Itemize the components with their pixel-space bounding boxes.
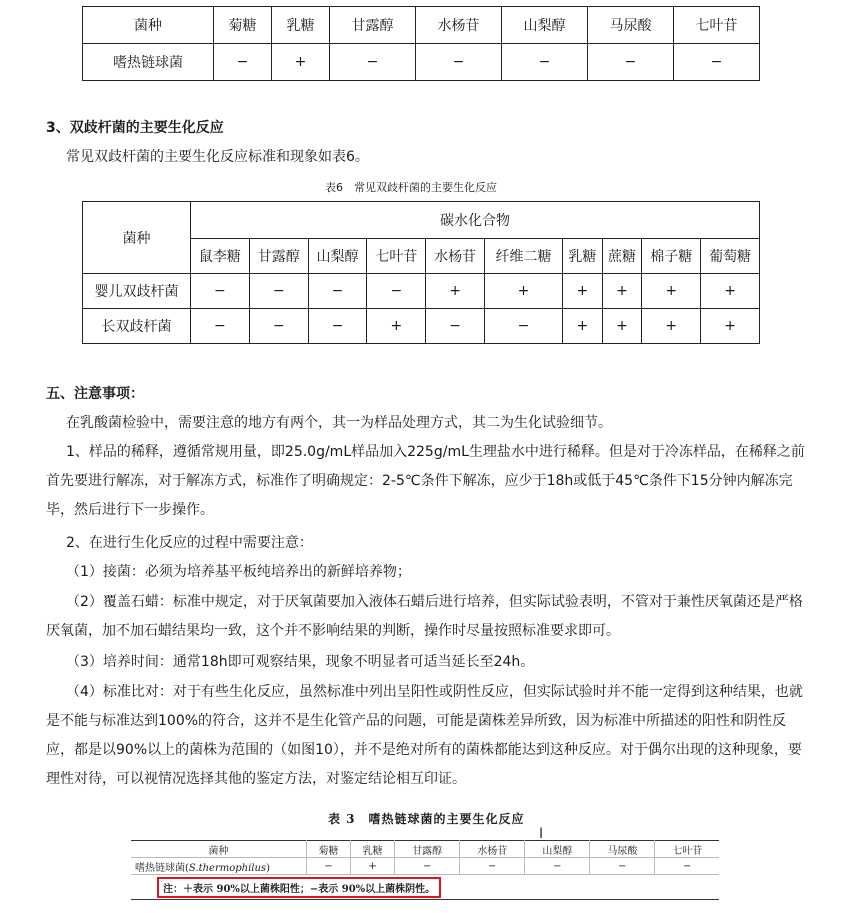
paragraph: （1）接菌：必须为培养基平板纯培养出的新鲜培养物；: [66, 564, 411, 580]
table-cell: −: [367, 274, 426, 309]
table-caption: 表 3 嗜热链球菌的主要生化反应: [328, 812, 525, 826]
table-header-cell: 水杨苷: [416, 7, 502, 44]
table-header-cell: 甘露醇: [249, 239, 308, 274]
table-header-cell: 山梨醇: [308, 239, 367, 274]
table-header-cell: 菊糖: [214, 7, 272, 44]
table-cell: −: [485, 309, 563, 344]
table-cell: −: [330, 44, 416, 81]
table-cell: −: [191, 309, 250, 344]
table-cell: +: [602, 274, 642, 309]
table-header-cell: 山梨醇: [525, 841, 590, 858]
table-header-cell: 马尿酸: [588, 7, 674, 44]
table-cell: −: [502, 44, 588, 81]
table-cell: −: [308, 309, 367, 344]
table-bifidobacterium: [82, 201, 760, 344]
table-header-cell: 碳水化合物: [191, 202, 760, 239]
table-cell: +: [272, 44, 330, 81]
table-cell: −: [655, 858, 719, 875]
table-cell: 嗜热链球菌: [83, 44, 214, 81]
table-header-cell: 甘露醇: [395, 841, 460, 858]
table-cell: +: [642, 274, 701, 309]
table-row: [83, 309, 760, 344]
paragraph: （4）标准比对：对于有些生化反应，虽然标准中列出呈阳性或阴性反应，但实际试验时并不能一定得到这种结果，也就是不能与标准达到100%的符合，这并不是生化管产品的问题，可能是菌株差异所致，因为标准中所描述的阳性和阴性反应，都是以90%以上的菌株为范围的（如图10），并不是绝对所有的菌株都能达到这种反应。对于偶尔出现的这种现象，要理性对待，可以视情况选择其他的鉴定方法，对鉴定结论相互印证。: [46, 684, 803, 787]
table-cell: −: [460, 858, 525, 875]
table-cell: −: [525, 858, 590, 875]
table-header-cell: 蔗糖: [602, 239, 642, 274]
table-cell: −: [674, 44, 760, 81]
table-cell: +: [602, 309, 642, 344]
table-header-cell: 菊糖: [307, 841, 351, 858]
table-cell: −: [249, 309, 308, 344]
table-header-cell: 乳糖: [351, 841, 395, 858]
table-header-row: [83, 202, 760, 239]
table-cell: +: [563, 309, 603, 344]
paragraph: 2、在进行生化反应的过程中需要注意：: [66, 535, 313, 551]
table-note-cell: [131, 875, 719, 900]
paragraph: 常见双歧杆菌的主要生化反应标准和现象如表6。: [66, 149, 369, 165]
table-cell: +: [426, 274, 485, 309]
table-cell: +: [351, 858, 395, 875]
paragraph: （2）覆盖石蜡：标准中规定，对于厌氧菌要加入液体石蜡后进行培养，但实际试验表明，不管对于兼性厌氧菌还是严格厌氧菌，加不加石蜡结果均一致，这个并不影响结果的判断，操作时尽量按照标准要求即可。: [46, 594, 803, 639]
table-header-cell: 乳糖: [563, 239, 603, 274]
table-header-cell: 水杨苷: [426, 239, 485, 274]
table-header-cell: 葡萄糖: [701, 239, 760, 274]
table-header-cell: 马尿酸: [590, 841, 655, 858]
table-cell: −: [426, 309, 485, 344]
table-streptococcus-scan: [131, 840, 719, 900]
table-cell: −: [249, 274, 308, 309]
paragraph: 在乳酸菌检验中，需要注意的地方有两个，其一为样品处理方式，其二为生化试验细节。: [66, 415, 612, 431]
table-caption: 表6 常见双歧杆菌的主要生化反应: [325, 181, 497, 194]
paragraph: （3）培养时间：通常18h即可观察结果，现象不明显者可适当延长至24h。: [66, 654, 535, 670]
table-cell: 婴儿双歧杆菌: [83, 274, 191, 309]
table-cell: −: [416, 44, 502, 81]
section-heading: 五、注意事项：: [46, 386, 144, 402]
table-cell: +: [485, 274, 563, 309]
table-header-cell: 乳糖: [272, 7, 330, 44]
table-cell: −: [590, 858, 655, 875]
table-cell: −: [191, 274, 250, 309]
table-cell: +: [367, 309, 426, 344]
table-header-cell: 七叶苷: [367, 239, 426, 274]
table-row: [83, 274, 760, 309]
table-header-cell: 菌种: [83, 7, 214, 44]
table-cell: 长双歧杆菌: [83, 309, 191, 344]
table-header-cell: 七叶苷: [674, 7, 760, 44]
table-cell: +: [701, 309, 760, 344]
table-header-cell: 棉子糖: [642, 239, 701, 274]
table-header-row: [83, 7, 760, 44]
table-cell: +: [563, 274, 603, 309]
table-streptococcus-top: [82, 6, 760, 81]
table-header-cell: 山梨醇: [502, 7, 588, 44]
table-header-cell: 纤维二糖: [485, 239, 563, 274]
table-header-cell: 甘露醇: [330, 7, 416, 44]
species-name-suffix: ): [266, 862, 270, 874]
table-row: [83, 44, 760, 81]
table-cell: −: [588, 44, 674, 81]
table-cell: −: [214, 44, 272, 81]
table-header-cell: 菌种: [131, 841, 307, 858]
table-cell: +: [701, 274, 760, 309]
table-cell: −: [308, 274, 367, 309]
table-header-cell: 七叶苷: [655, 841, 719, 858]
table-cell: −: [307, 858, 351, 875]
section-heading: 3、双歧杆菌的主要生化反应: [46, 120, 224, 136]
table-header-cell: 鼠李糖: [191, 239, 250, 274]
table-header-row: [131, 841, 719, 858]
table-header-cell: 水杨苷: [460, 841, 525, 858]
table-note-row: [131, 875, 719, 900]
text-cursor-icon: I: [539, 826, 544, 842]
table-cell: [131, 858, 307, 875]
paragraph: 1、样品的稀释，遵循常规用量，即25.0g/mL样品加入225g/mL生理盐水中进行稀释。但是对于冷冻样品，在稀释之前首先要进行解冻，对于解冻方式，标准作了明确规定：2-5℃条件下解冻，应少于18h或低于45℃条件下15分钟内解冻完毕，然后进行下一步操作。: [46, 444, 805, 518]
table-cell: +: [642, 309, 701, 344]
table-cell: −: [395, 858, 460, 875]
table-header-cell: 菌种: [83, 202, 191, 274]
highlighted-note: 注：＋表示 90%以上菌株阳性；−表示 90%以上菌株阴性。: [157, 877, 441, 898]
species-name: 嗜热链球菌(: [135, 862, 189, 874]
species-latin-name: S.thermophilus: [188, 862, 267, 874]
table-row: [131, 858, 719, 875]
